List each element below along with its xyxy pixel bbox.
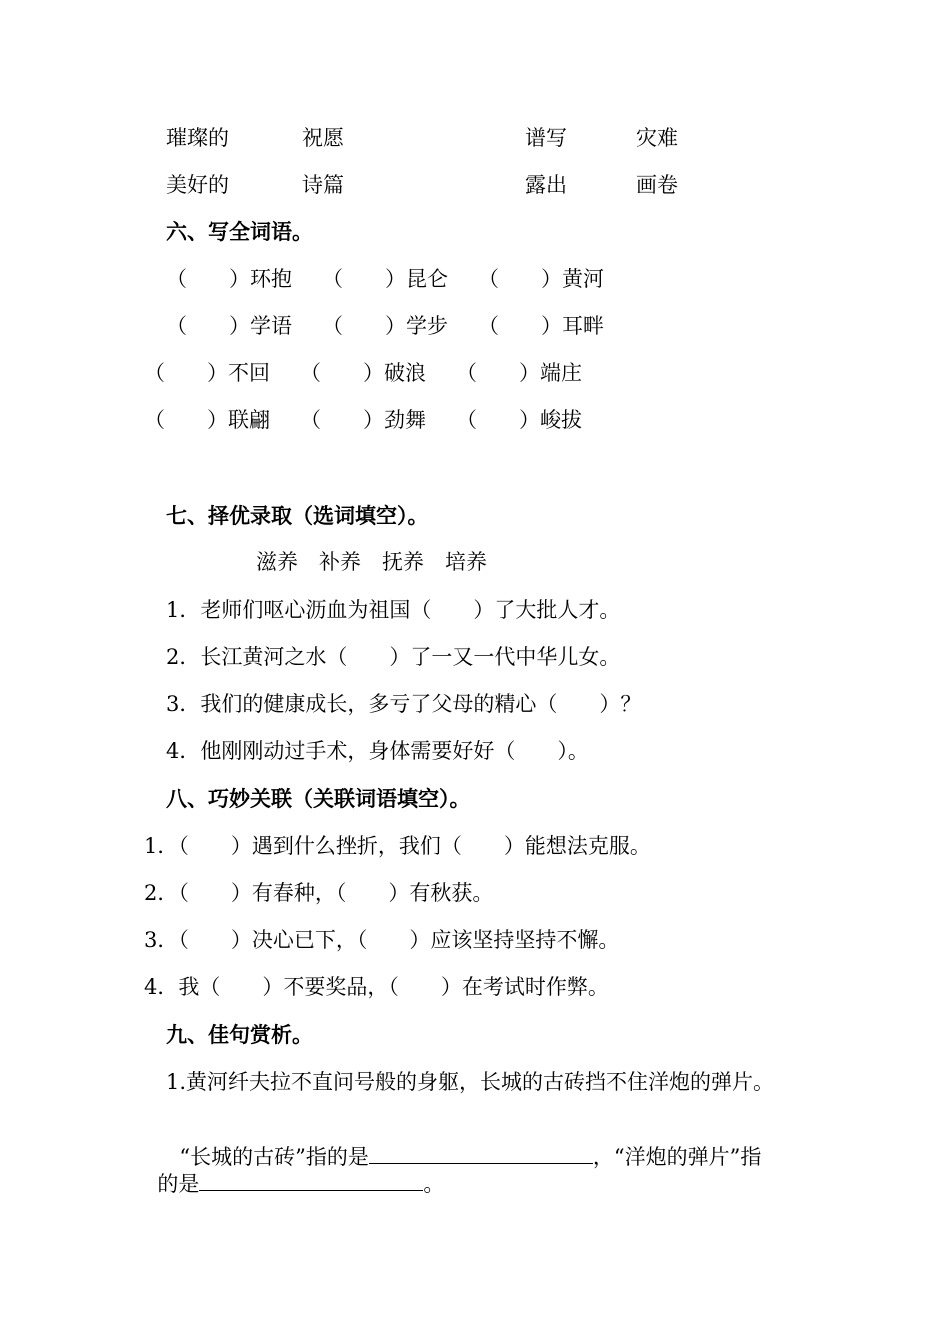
question-item: 1．老师们呕心沥血为祖国（ ）了大批人才。 — [166, 598, 621, 622]
match-word: 露出 — [525, 173, 567, 197]
question-item: 1．（ ）遇到什么挫折，我们（ ）能想法克服。 — [144, 834, 651, 858]
question-item: 2．长江黄河之水（ ）了一又一代中华儿女。 — [166, 645, 621, 669]
fill-word: （ ）破浪 — [300, 361, 426, 385]
match-word: 璀璨的 — [166, 126, 229, 150]
fill-word: （ ）不回 — [144, 361, 270, 385]
section-7-title: 七、择优录取（选词填空）。 — [166, 504, 429, 528]
fill-word: （ ）学语 — [166, 314, 292, 338]
analysis-question-cont — [144, 1142, 444, 1198]
section-6-title: 六、写全词语。 — [166, 220, 313, 244]
question-text: 。 — [423, 1172, 445, 1196]
question-text: ，“洋炮的弹片”指 — [592, 1145, 762, 1169]
word-options: 滋养 补养 抚养 培养 — [256, 550, 487, 574]
question-text: 的是 — [157, 1172, 200, 1196]
match-word: 诗篇 — [302, 173, 344, 197]
question-item: 4．我（ ）不要奖品，（ ）在考试时作弊。 — [144, 975, 609, 999]
fill-word: （ ）端庄 — [456, 361, 582, 385]
question-item: 3．（ ）决心已下，（ ）应该坚持坚持不懈。 — [144, 928, 620, 952]
question-text: “长城的古砖”指的是 — [179, 1145, 369, 1169]
match-word: 美好的 — [166, 173, 229, 197]
fill-word: （ ）劲舞 — [300, 408, 426, 432]
question-item: 3．我们的健康成长，多亏了父母的精心（ ）？ — [166, 692, 642, 716]
section-8-title: 八、巧妙关联（关联词语填空）。 — [166, 787, 471, 811]
fill-word: （ ）黄河 — [478, 267, 604, 291]
answer-blank[interactable] — [199, 1170, 423, 1191]
match-word: 谱写 — [525, 126, 567, 150]
fill-word: （ ）耳畔 — [478, 314, 604, 338]
fill-word: （ ）联翩 — [144, 408, 270, 432]
fill-word: （ ）学步 — [322, 314, 448, 338]
fill-word: （ ）昆仑 — [322, 267, 448, 291]
question-item: 4．他刚刚动过手术，身体需要好好（ ）。 — [166, 739, 589, 763]
match-word: 祝愿 — [302, 126, 344, 150]
match-word: 灾难 — [636, 126, 678, 150]
section-9-title: 九、佳句赏析。 — [166, 1023, 313, 1047]
fill-word: （ ）环抱 — [166, 267, 292, 291]
sentence-item: 1.黄河纤夫拉不直问号般的身躯，长城的古砖挡不住洋炮的弹片。 — [166, 1070, 775, 1094]
fill-word: （ ）峻拔 — [456, 408, 582, 432]
question-item: 2．（ ）有春种，（ ）有秋获。 — [144, 881, 494, 905]
match-word: 画卷 — [636, 173, 678, 197]
